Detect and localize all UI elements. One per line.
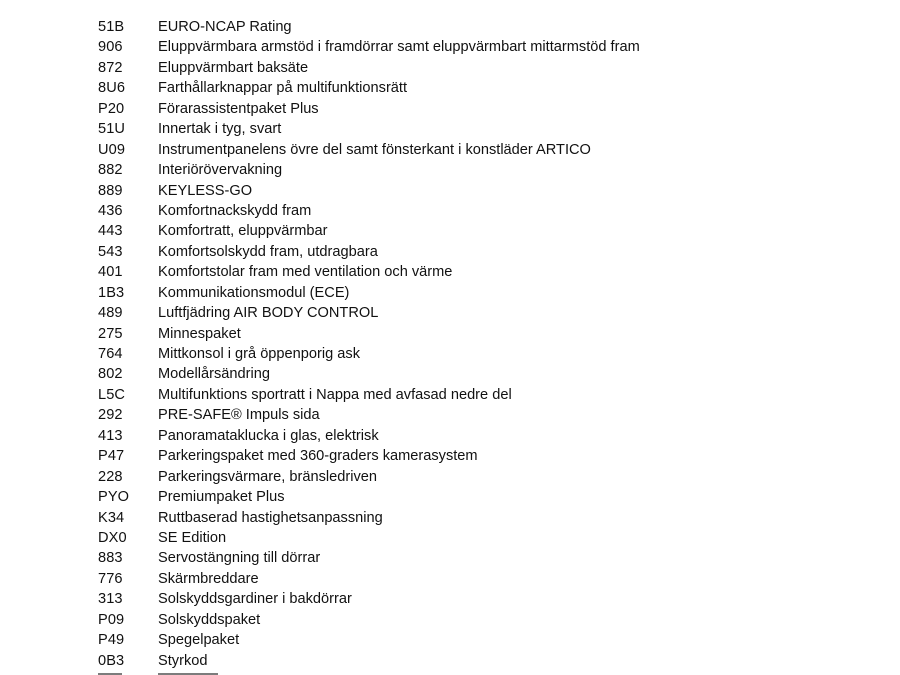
option-description: Farthållarknappar på multifunktionsrätt [158,80,408,97]
option-description: Interiörövervakning [158,162,283,179]
option-code: P47 [98,448,125,465]
option-code: P20 [98,100,125,117]
option-code: 1B3 [98,284,125,301]
option-code: 882 [98,162,123,179]
option-code: 51B [98,19,125,35]
option-description: Solskyddsgardiner i bakdörrar [158,591,352,608]
option-description: Parkeringsvärmare, bränsledriven [158,468,377,485]
option-description: Panoramataklucka i glas, elektrisk [158,427,379,444]
option-description: Multifunktions sportratt i Nappa med avfasad nedre del [158,386,512,403]
option-row [98,405,640,425]
option-row [98,242,640,262]
option-description: PRE-SAFE® Impuls sida [158,407,320,424]
option-description: Komfortstolar fram med ventilation och värme [158,264,453,281]
option-row [98,589,640,609]
option-row [98,160,640,180]
option-description: Modellårsändring [158,366,270,383]
option-description: Innertak i tyg, svart [158,121,282,138]
option-code: 275 [98,325,123,342]
option-row [98,385,640,405]
option-row [98,78,640,98]
option-description: KEYLESS-GO [158,182,253,199]
option-row [98,324,640,344]
options-list [98,17,640,671]
option-row [98,17,640,37]
option-description: Servostängning till dörrar [158,550,321,567]
option-row [98,344,640,364]
option-description: Komfortratt, eluppvärmbar [158,223,328,240]
option-row [98,548,640,568]
option-code: K34 [98,509,125,526]
option-description: Parkeringspaket med 360-graders kamerasystem [158,448,478,465]
clipped-next-row [98,670,218,675]
option-row [98,364,640,384]
option-description: Komfortsolskydd fram, utdragbara [158,243,378,260]
option-row [98,508,640,528]
option-description: Luftfjädring AIR BODY CONTROL [158,305,379,322]
option-row [98,181,640,201]
option-code: 228 [98,468,123,485]
option-code: 776 [98,570,123,587]
option-code: 51U [98,121,126,138]
option-description: Komfortnackskydd fram [158,202,312,219]
option-row [98,221,640,241]
option-code: 764 [98,346,123,362]
option-row [98,99,640,119]
option-code: U09 [98,141,126,158]
option-code: L5C [98,386,126,403]
option-code: 292 [98,407,123,424]
option-row [98,630,640,650]
option-row [98,651,640,671]
option-description: Styrkod [158,652,208,669]
option-code: 401 [98,264,123,281]
option-description: Premiumpaket Plus [158,489,285,506]
option-description: Ruttbaserad hastighetsanpassning [158,509,383,526]
option-code: DX0 [98,529,127,546]
option-row [98,467,640,487]
option-row [98,201,640,221]
option-description: Förarassistentpaket Plus [158,100,319,117]
option-row [98,446,640,466]
option-row [98,283,640,303]
option-code: P49 [98,632,125,649]
option-code: 413 [98,427,123,444]
option-row [98,119,640,139]
option-code: 883 [98,550,123,567]
option-description: EURO-NCAP Rating [158,19,292,35]
option-row [98,528,640,548]
option-code: 436 [98,202,123,219]
option-code: 802 [98,366,123,383]
option-row [98,569,640,589]
option-code: 8U6 [98,80,126,97]
option-row [98,262,640,282]
option-code: 906 [98,39,123,56]
option-description: Spegelpaket [158,632,240,649]
option-description: Minnespaket [158,325,241,342]
option-code: 543 [98,243,123,260]
option-row [98,58,640,78]
option-description: SE Edition [158,529,227,546]
option-code: 889 [98,182,123,199]
option-description: Instrumentpanelens övre del samt fönsterkant i konstläder ARTICO [158,141,591,158]
option-row [98,303,640,323]
option-code: 313 [98,591,123,608]
option-description: Mittkonsol i grå öppenporig ask [158,346,360,362]
option-description: Kommunikationsmodul (ECE) [158,284,350,301]
option-code: 489 [98,305,123,322]
option-description: Skärmbreddare [158,570,259,587]
option-code: 872 [98,59,123,76]
option-description: Solskyddspaket [158,611,261,628]
option-code: 0B3 [98,652,125,669]
option-description: Eluppvärmbart baksäte [158,59,309,76]
option-row [98,610,640,630]
option-row [98,487,640,507]
option-code: PYO [98,489,130,506]
option-code: 443 [98,223,123,240]
option-row [98,37,640,57]
option-row [98,140,640,160]
option-code: P09 [98,611,125,628]
option-description: Eluppvärmbara armstöd i framdörrar samt eluppvärmbart mittarmstöd fram [158,39,640,56]
option-row [98,426,640,446]
